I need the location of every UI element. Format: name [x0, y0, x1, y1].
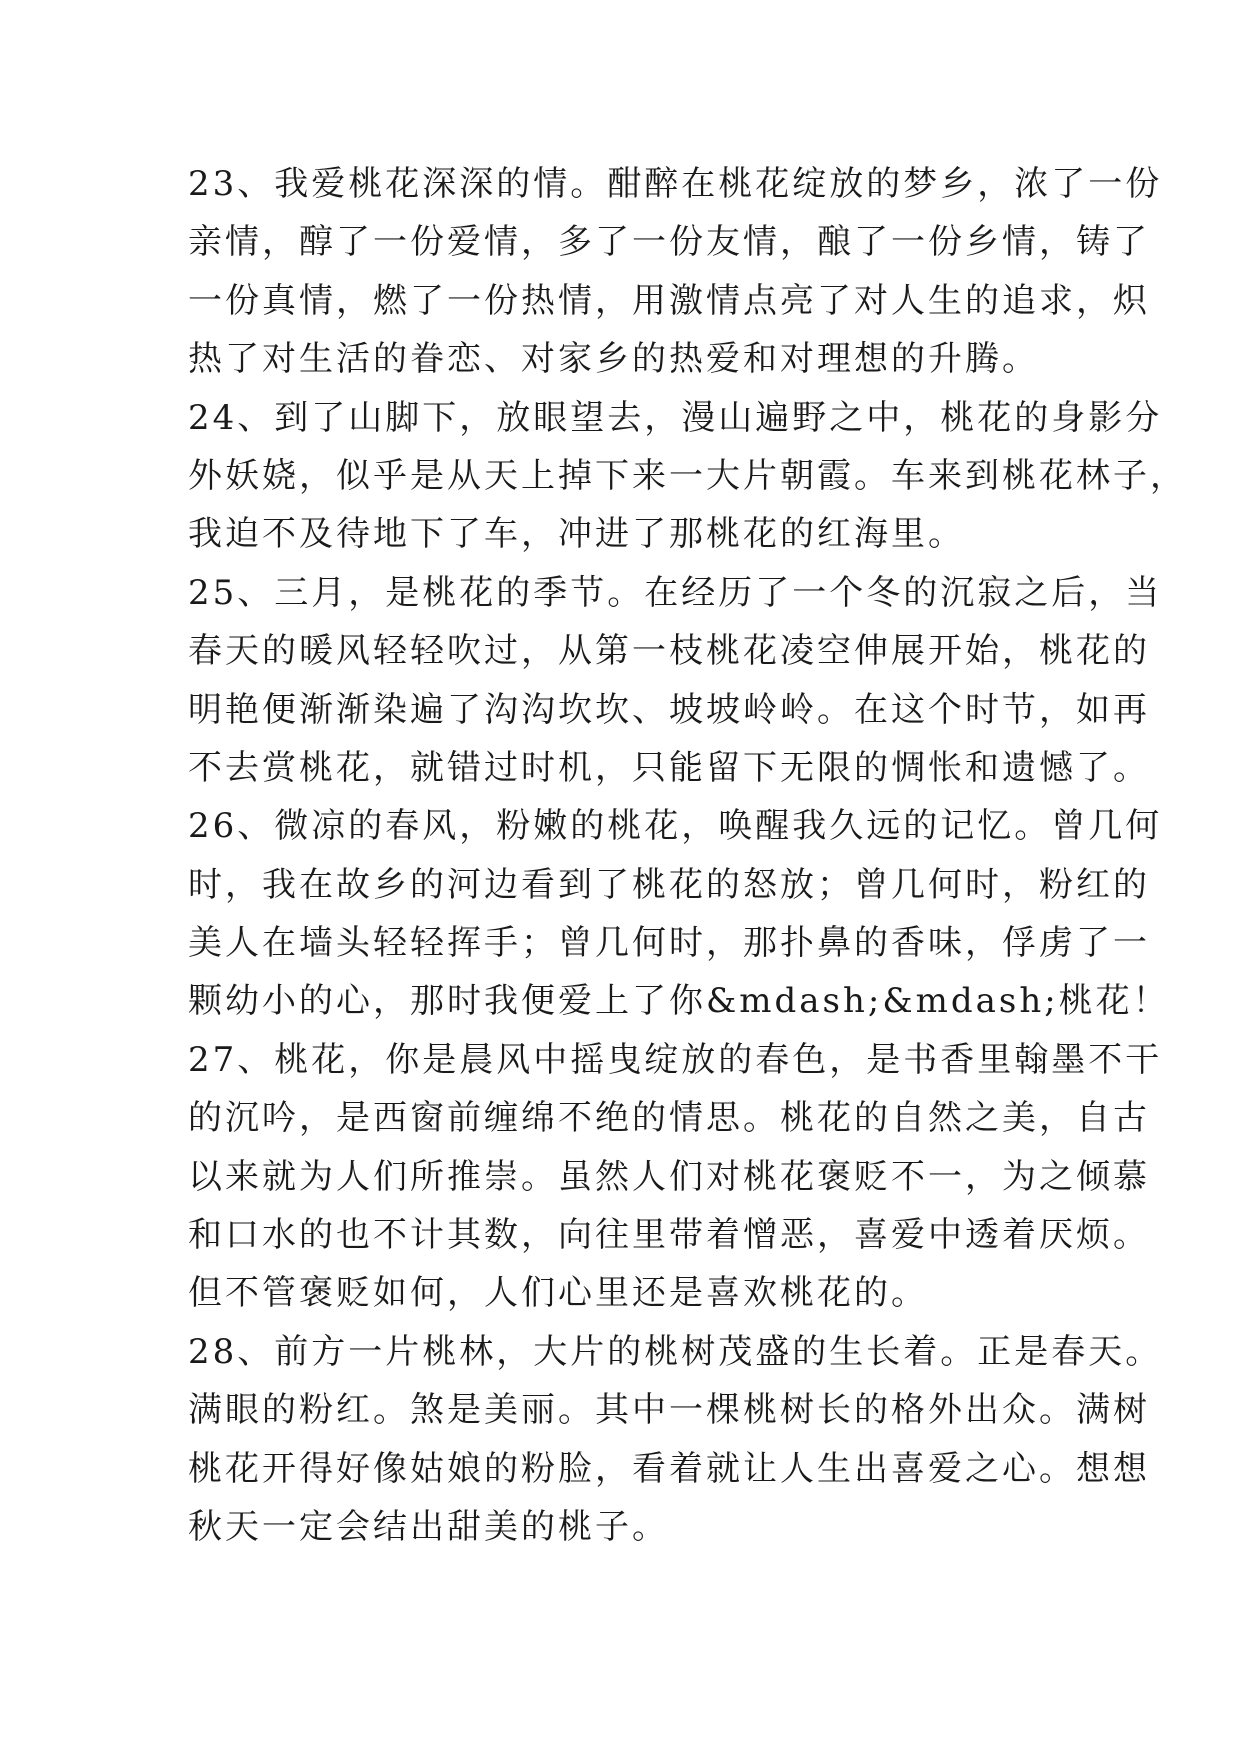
text-line: 外妖娆，似乎是从天上掉下来一大片朝霞。车来到桃花林子，: [188, 455, 1187, 496]
text-line: 和口水的也不计其数，向往里带着憎恶，喜爱中透着厌烦。: [188, 1215, 1150, 1256]
text-line: 以来就为人们所推崇。虽然人们对桃花褒贬不一，为之倾慕: [188, 1156, 1150, 1197]
text-line: 23、我爱桃花深深的情。酣醉在桃花绽放的梦乡，浓了一份: [188, 164, 1163, 204]
text-line: 25、三月，是桃花的季节。在经历了一个冬的沉寂之后，当: [188, 572, 1163, 613]
text-line: 26、微凉的春风，粉嫩的桃花，唤醒我久远的记忆。曾几何: [188, 806, 1163, 847]
text-line: 桃花开得好像姑娘的粉脸，看着就让人生出喜爱之心。想想: [188, 1448, 1150, 1489]
text-line: 24、到了山脚下，放眼望去，漫山遍野之中，桃花的身影分: [188, 397, 1163, 438]
text-line: 热了对生活的眷恋、对家乡的热爱和对理想的升腾。: [188, 339, 1039, 380]
text-line: 满眼的粉红。煞是美丽。其中一棵桃树长的格外出众。满树: [188, 1390, 1150, 1431]
text-line: 但不管褒贬如何，人们心里还是喜欢桃花的。: [188, 1273, 928, 1314]
text-line: 美人在墙头轻轻挥手；曾几何时，那扑鼻的香味，俘虏了一: [188, 923, 1150, 964]
text-line: 28、前方一片桃林，大片的桃树茂盛的生长着。正是春天。: [188, 1331, 1163, 1372]
text-line: 的沉吟，是西窗前缠绵不绝的情思。桃花的自然之美，自古: [188, 1098, 1150, 1139]
text-line: 秋天一定会结出甜美的桃子。: [188, 1506, 669, 1547]
text-line: 一份真情，燃了一份热情，用激情点亮了对人生的追求，炽: [188, 280, 1150, 321]
text-line: 颗幼小的心，那时我便爱上了你&mdash;&mdash;桃花！: [188, 981, 1170, 1022]
text-line: 27、桃花，你是晨风中摇曳绽放的春色，是书香里翰墨不干: [188, 1039, 1163, 1080]
text-line: 亲情，醇了一份爱情，多了一份友情，酿了一份乡情，铸了: [188, 222, 1150, 263]
text-line: 春天的暖风轻轻吹过，从第一枝桃花凌空伸展开始，桃花的: [188, 631, 1150, 672]
text-line: 我迫不及待地下了车，冲进了那桃花的红海里。: [188, 514, 965, 555]
text-line: 时，我在故乡的河边看到了桃花的怒放；曾几何时，粉红的: [188, 864, 1150, 905]
text-line: 明艳便渐渐染遍了沟沟坎坎、坡坡岭岭。在这个时节，如再: [188, 689, 1150, 730]
text-line: 不去赏桃花，就错过时机，只能留下无限的惆怅和遗憾了。: [188, 747, 1150, 788]
document-body: [188, 155, 1187, 1556]
